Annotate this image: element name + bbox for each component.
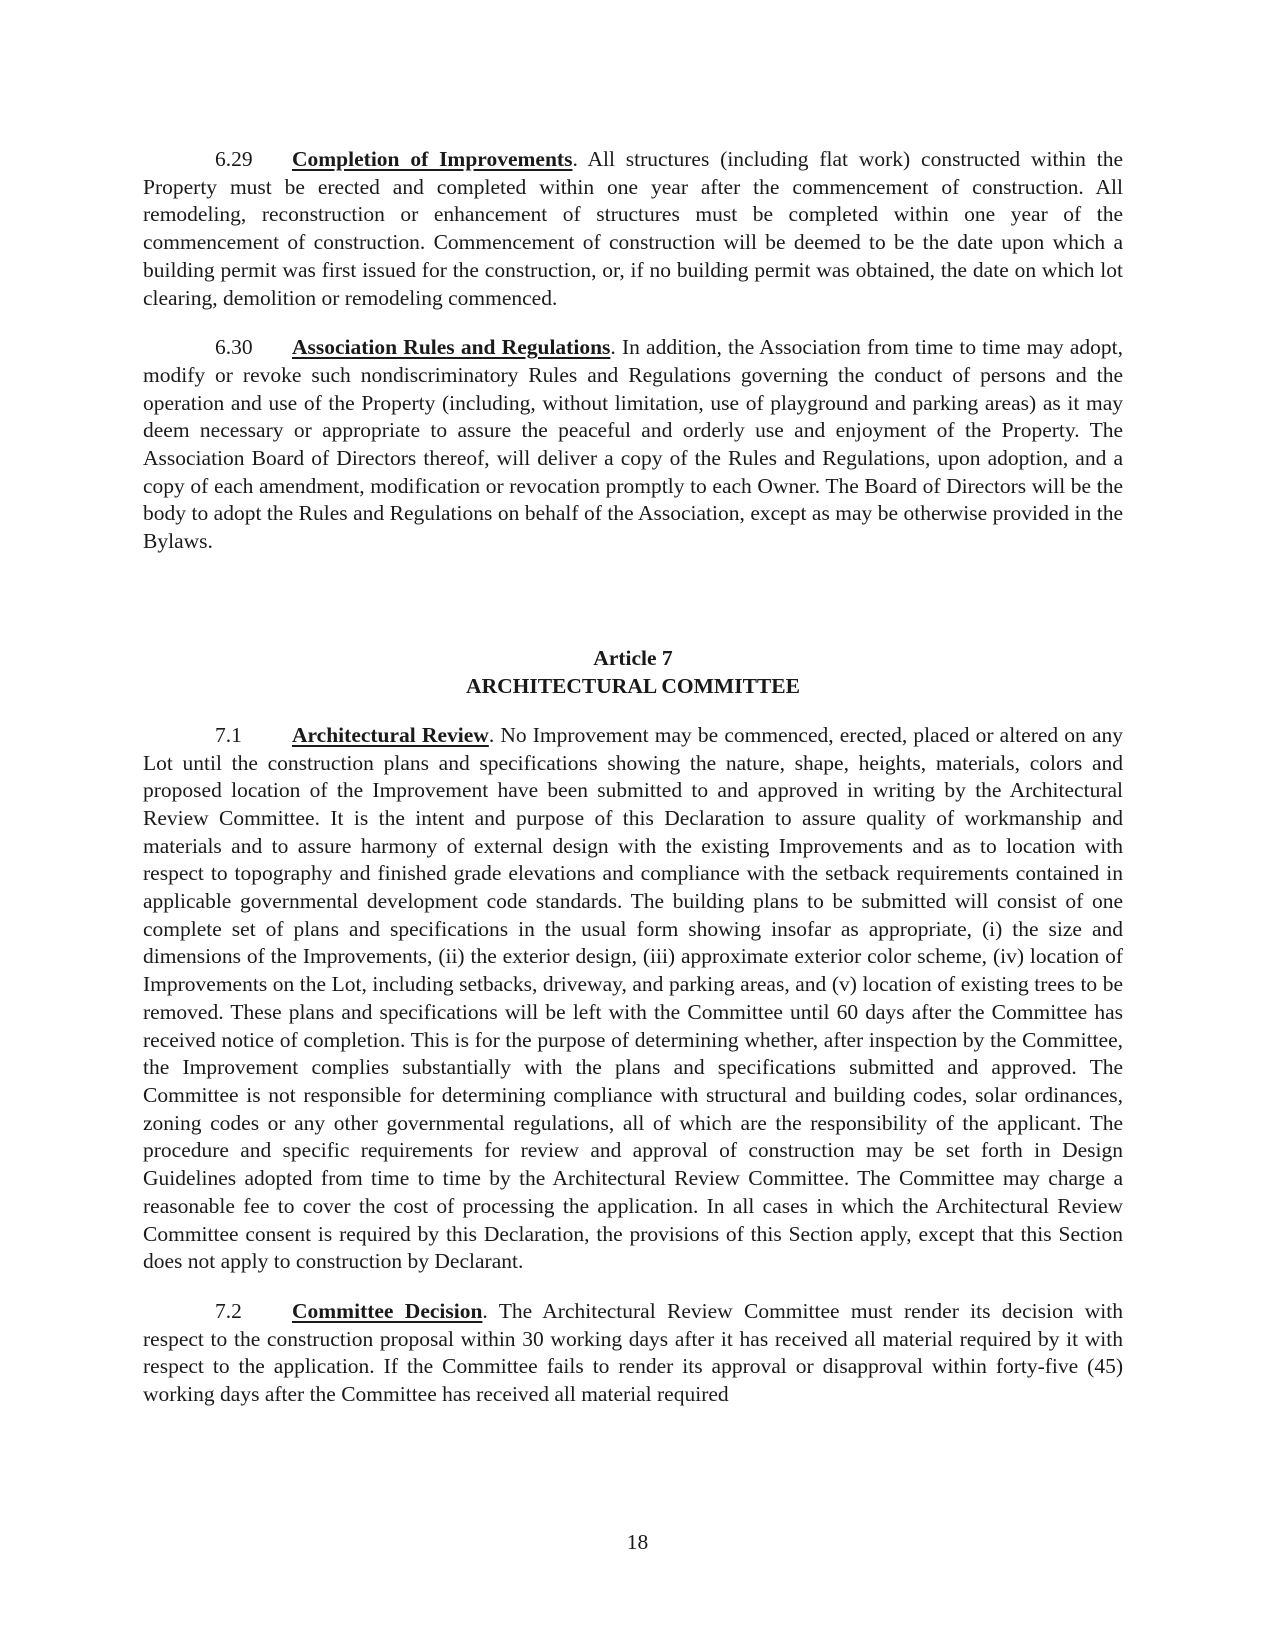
section-number: 7.2 <box>215 1298 242 1323</box>
section-7-1 <box>143 722 1123 1276</box>
section-number: 6.30 <box>215 335 253 360</box>
section-6-30 <box>143 334 1123 556</box>
page-number: 18 <box>626 1530 649 1554</box>
section-7-2 <box>143 1298 1123 1409</box>
section-number: 7.1 <box>215 722 242 747</box>
section-body: . In addition, the Association from time to time may adopt, modify or revoke such nondiscriminatory Rules and Regulations governing the conduct of persons and the operation and use of the Property (including, without limitation, use of playground and parking areas) as it may deem necessary or appropriate to assure the peaceful and orderly use and enjoyment of the Property. The Association Board of Directors thereof, will deliver a copy of the Rules and Regulations, upon adoption, and a copy of each amendment, modification or revocation promptly to each Owner. The Board of Directors will be the body to adopt the Rules and Regulations on behalf of the Association, except as may be otherwise provided in the Bylaws. <box>143 335 1123 554</box>
section-body: . The Architectural Review Committee must render its decision with respect to the construction proposal within 30 working days after it has received all material required by it with respect to the application. If the Committee fails to render its approval or disapproval within forty-five (45) working days after the Committee has received all material required <box>143 1298 1123 1407</box>
section-heading: Association Rules and Regulations <box>292 335 611 360</box>
article-title: ARCHITECTURAL COMMITTEE <box>466 673 800 698</box>
document-page <box>143 146 1123 1409</box>
section-heading: Committee Decision <box>292 1298 483 1323</box>
article-label: Article 7 <box>593 645 673 670</box>
section-body: . All structures (including flat work) constructed within the Property must be erected and completed within one year after the commencement of construction. All remodeling, reconstruction or enhancement of structures must be completed within one year of the commencement of construction. Commencement of construction will be deemed to be the date upon which a building permit was first issued for the construction, or, if no building permit was obtained, the date on which lot clearing, demolition or remodeling commenced. <box>143 147 1123 310</box>
article-heading <box>143 644 1123 700</box>
section-heading: Architectural Review <box>292 722 489 747</box>
section-number: 6.29 <box>215 147 253 171</box>
section-heading: Completion of Improvements <box>292 147 573 171</box>
section-6-29 <box>143 146 1123 312</box>
section-body: . No Improvement may be commenced, erected, placed or altered on any Lot until the construction plans and specifications showing the nature, shape, heights, materials, colors and proposed location of the Improvement have been submitted to and approved in writing by the Architectural Review Committee. It is the intent and purpose of this Declaration to assure quality of workmanship and materials and to assure harmony of external design with the existing Improvements and as to location with respect to topography and finished grade elevations and compliance with the setback requirements contained in applicable governmental development code standards. The building plans to be submitted will consist of one complete set of plans and specifications in the usual form showing insofar as appropriate, (i) the size and dimensions of the Improvements, (ii) the exterior design, (iii) approximate exterior color scheme, (iv) location of Improvements on the Lot, including setbacks, driveway, and parking areas, and (v) location of existing trees to be removed. These plans and specifications will be left with the Committee until 60 days after the Committee has received notice of completion. This is for the purpose of determining whether, after inspection by the Committee, the Improvement complies substantially with the plans and specifications submitted and approved. The Committee is not responsible for determining compliance with structural and building codes, solar ordinances, zoning codes or any other governmental regulations, all of which are the responsibility of the applicant. The procedure and specific requirements for review and approval of construction may be set forth in Design Guidelines adopted from time to time by the Architectural Review Committee. The Committee may charge a reasonable fee to cover the cost of processing the application. In all cases in which the Architectural Review Committee consent is required by this Declaration, the provisions of this Section apply, except that this Section does not apply to construction by Declarant. <box>143 722 1123 1274</box>
